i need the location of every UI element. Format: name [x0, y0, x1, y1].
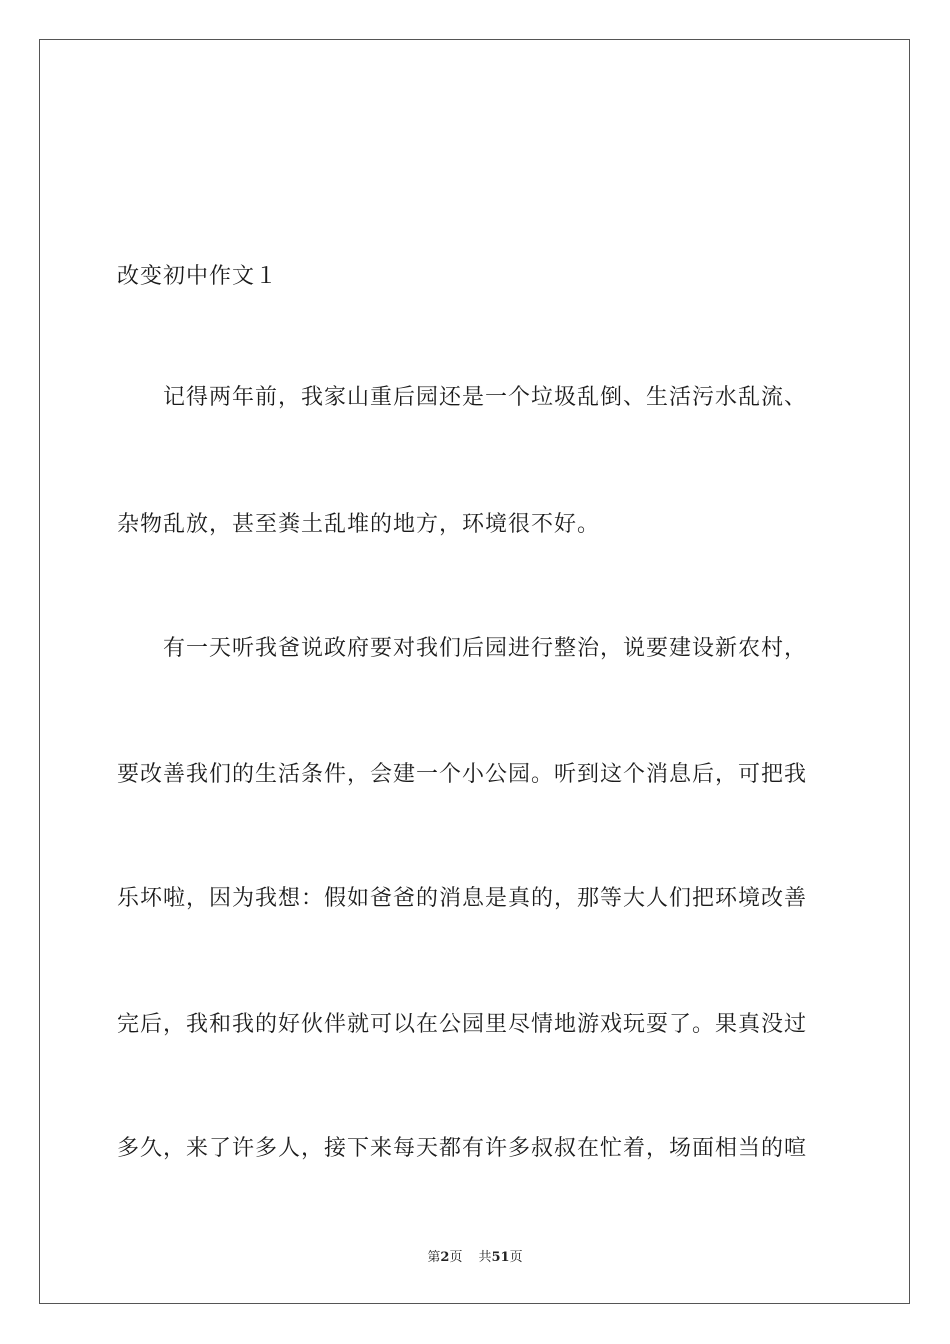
paragraph-1-line-1: 记得两年前，我家山重后园还是一个垃圾乱倒、生活污水乱流、: [163, 385, 808, 410]
paragraph-2-line-5: 多久，来了许多人，接下来每天都有许多叔叔在忙着，场面相当的喧: [117, 1136, 808, 1161]
paragraph-2-line-1: 有一天听我爸说政府要对我们后园进行整治，说要建设新农村，: [163, 636, 808, 661]
paragraph-2-line-4: 完后，我和我的好伙伴就可以在公园里尽情地游戏玩耍了。果真没过: [117, 1012, 808, 1037]
total-pages: 51: [491, 1250, 510, 1265]
paragraph-1-line-2: 杂物乱放，甚至粪土乱堆的地方，环境很不好。: [117, 512, 601, 537]
page-suffix: 页: [449, 1250, 463, 1265]
page-number: 2: [440, 1250, 450, 1265]
total-prefix: 共: [478, 1250, 492, 1265]
total-suffix: 页: [509, 1250, 523, 1265]
page-prefix: 第: [427, 1250, 441, 1265]
paragraph-2-line-2: 要改善我们的生活条件，会建一个小公园。听到这个消息后，可把我: [117, 762, 808, 787]
page-footer: [0, 1246, 950, 1265]
document-title: 改变初中作文１: [117, 264, 279, 289]
page-border: [39, 39, 910, 1304]
paragraph-2-line-3: 乐坏啦，因为我想：假如爸爸的消息是真的，那等大人们把环境改善: [117, 886, 808, 911]
